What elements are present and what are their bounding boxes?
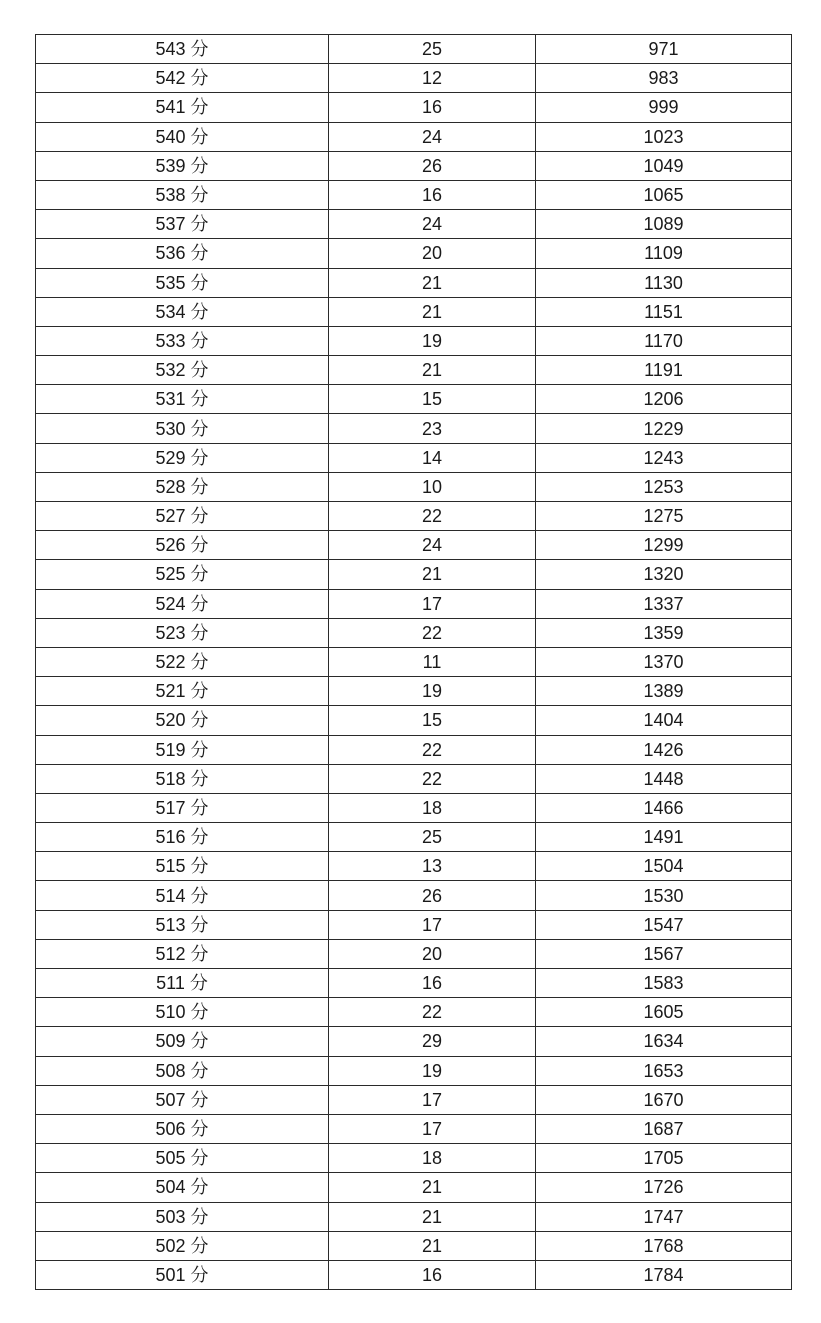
table-row [36,64,792,93]
score-cell: 522 分 [36,647,329,676]
count-cell: 21 [329,297,536,326]
cumulative-cell: 1229 [536,414,792,443]
table-row [36,1260,792,1289]
count-cell: 22 [329,502,536,531]
count-cell: 19 [329,677,536,706]
table-row [36,793,792,822]
table-row [36,385,792,414]
score-cell: 506 分 [36,1114,329,1143]
score-cell: 536 分 [36,239,329,268]
cumulative-cell: 1504 [536,852,792,881]
table-row [36,969,792,998]
table-row [36,414,792,443]
cumulative-cell: 1389 [536,677,792,706]
table-row [36,122,792,151]
table-row [36,268,792,297]
score-cell: 529 分 [36,443,329,472]
table-row [36,706,792,735]
table-row [36,852,792,881]
table-row [36,998,792,1027]
count-cell: 10 [329,472,536,501]
table-row [36,735,792,764]
score-cell: 540 分 [36,122,329,151]
cumulative-cell: 1768 [536,1231,792,1260]
table-row [36,1027,792,1056]
count-cell: 21 [329,560,536,589]
cumulative-cell: 1206 [536,385,792,414]
count-cell: 15 [329,385,536,414]
table-row [36,881,792,910]
table-row [36,589,792,618]
score-cell: 527 分 [36,502,329,531]
count-cell: 16 [329,969,536,998]
count-cell: 16 [329,1260,536,1289]
table-row [36,239,792,268]
cumulative-cell: 999 [536,93,792,122]
cumulative-cell: 1567 [536,939,792,968]
count-cell: 22 [329,735,536,764]
count-cell: 13 [329,852,536,881]
table-row [36,93,792,122]
count-cell: 22 [329,764,536,793]
score-cell: 543 分 [36,35,329,64]
table-row [36,939,792,968]
cumulative-cell: 1448 [536,764,792,793]
table-row [36,1114,792,1143]
count-cell: 19 [329,1056,536,1085]
score-cell: 524 分 [36,589,329,618]
score-cell: 502 分 [36,1231,329,1260]
score-cell: 517 分 [36,793,329,822]
count-cell: 17 [329,1114,536,1143]
table-row [36,1144,792,1173]
count-cell: 16 [329,93,536,122]
table-row [36,531,792,560]
cumulative-cell: 1634 [536,1027,792,1056]
table-row [36,326,792,355]
count-cell: 14 [329,443,536,472]
count-cell: 26 [329,151,536,180]
score-cell: 504 分 [36,1173,329,1202]
count-cell: 16 [329,180,536,209]
count-cell: 15 [329,706,536,735]
count-cell: 25 [329,35,536,64]
cumulative-cell: 1466 [536,793,792,822]
score-cell: 513 分 [36,910,329,939]
cumulative-cell: 1065 [536,180,792,209]
table-row [36,1085,792,1114]
cumulative-cell: 1547 [536,910,792,939]
count-cell: 26 [329,881,536,910]
score-cell: 505 分 [36,1144,329,1173]
score-cell: 511 分 [36,969,329,998]
score-cell: 541 分 [36,93,329,122]
count-cell: 12 [329,64,536,93]
cumulative-cell: 1747 [536,1202,792,1231]
score-cell: 528 分 [36,472,329,501]
cumulative-cell: 1275 [536,502,792,531]
count-cell: 25 [329,823,536,852]
cumulative-cell: 1605 [536,998,792,1027]
score-cell: 501 分 [36,1260,329,1289]
table-row [36,210,792,239]
score-cell: 525 分 [36,560,329,589]
table-row [36,764,792,793]
score-cell: 514 分 [36,881,329,910]
score-cell: 530 分 [36,414,329,443]
count-cell: 18 [329,793,536,822]
cumulative-cell: 1404 [536,706,792,735]
cumulative-cell: 1370 [536,647,792,676]
table-row [36,1202,792,1231]
cumulative-cell: 1299 [536,531,792,560]
cumulative-cell: 1726 [536,1173,792,1202]
score-cell: 515 分 [36,852,329,881]
count-cell: 17 [329,589,536,618]
cumulative-cell: 1359 [536,618,792,647]
score-cell: 542 分 [36,64,329,93]
table-row [36,35,792,64]
score-cell: 521 分 [36,677,329,706]
score-cell: 518 分 [36,764,329,793]
table-row [36,1173,792,1202]
score-cell: 519 分 [36,735,329,764]
score-cell: 534 分 [36,297,329,326]
table-row [36,618,792,647]
score-cell: 520 分 [36,706,329,735]
score-cell: 537 分 [36,210,329,239]
score-cell: 531 分 [36,385,329,414]
table-row [36,180,792,209]
score-table-body [36,35,792,1290]
score-cell: 510 分 [36,998,329,1027]
table-row [36,472,792,501]
score-table [35,34,792,1290]
count-cell: 23 [329,414,536,443]
count-cell: 21 [329,268,536,297]
cumulative-cell: 1109 [536,239,792,268]
cumulative-cell: 1653 [536,1056,792,1085]
count-cell: 18 [329,1144,536,1173]
score-cell: 523 分 [36,618,329,647]
count-cell: 24 [329,210,536,239]
score-cell: 512 分 [36,939,329,968]
count-cell: 21 [329,356,536,385]
score-cell: 526 分 [36,531,329,560]
cumulative-cell: 1491 [536,823,792,852]
score-cell: 507 分 [36,1085,329,1114]
cumulative-cell: 1089 [536,210,792,239]
count-cell: 29 [329,1027,536,1056]
cumulative-cell: 983 [536,64,792,93]
count-cell: 22 [329,998,536,1027]
count-cell: 21 [329,1231,536,1260]
cumulative-cell: 1687 [536,1114,792,1143]
score-cell: 538 分 [36,180,329,209]
count-cell: 17 [329,1085,536,1114]
cumulative-cell: 1253 [536,472,792,501]
cumulative-cell: 1784 [536,1260,792,1289]
count-cell: 20 [329,939,536,968]
cumulative-cell: 971 [536,35,792,64]
cumulative-cell: 1337 [536,589,792,618]
cumulative-cell: 1130 [536,268,792,297]
count-cell: 17 [329,910,536,939]
score-cell: 535 分 [36,268,329,297]
count-cell: 22 [329,618,536,647]
cumulative-cell: 1243 [536,443,792,472]
table-row [36,647,792,676]
cumulative-cell: 1426 [536,735,792,764]
score-cell: 503 分 [36,1202,329,1231]
count-cell: 11 [329,647,536,676]
count-cell: 20 [329,239,536,268]
count-cell: 24 [329,531,536,560]
cumulative-cell: 1170 [536,326,792,355]
score-cell: 533 分 [36,326,329,355]
table-row [36,677,792,706]
table-row [36,297,792,326]
score-cell: 516 分 [36,823,329,852]
score-cell: 508 分 [36,1056,329,1085]
table-row [36,502,792,531]
cumulative-cell: 1583 [536,969,792,998]
cumulative-cell: 1151 [536,297,792,326]
cumulative-cell: 1023 [536,122,792,151]
table-row [36,1231,792,1260]
table-row [36,823,792,852]
cumulative-cell: 1320 [536,560,792,589]
count-cell: 19 [329,326,536,355]
table-row [36,356,792,385]
score-cell: 539 分 [36,151,329,180]
table-row [36,1056,792,1085]
cumulative-cell: 1705 [536,1144,792,1173]
cumulative-cell: 1191 [536,356,792,385]
count-cell: 21 [329,1202,536,1231]
count-cell: 24 [329,122,536,151]
table-row [36,151,792,180]
table-row [36,560,792,589]
table-row [36,910,792,939]
table-row [36,443,792,472]
cumulative-cell: 1049 [536,151,792,180]
score-cell: 509 分 [36,1027,329,1056]
cumulative-cell: 1670 [536,1085,792,1114]
score-cell: 532 分 [36,356,329,385]
count-cell: 21 [329,1173,536,1202]
cumulative-cell: 1530 [536,881,792,910]
